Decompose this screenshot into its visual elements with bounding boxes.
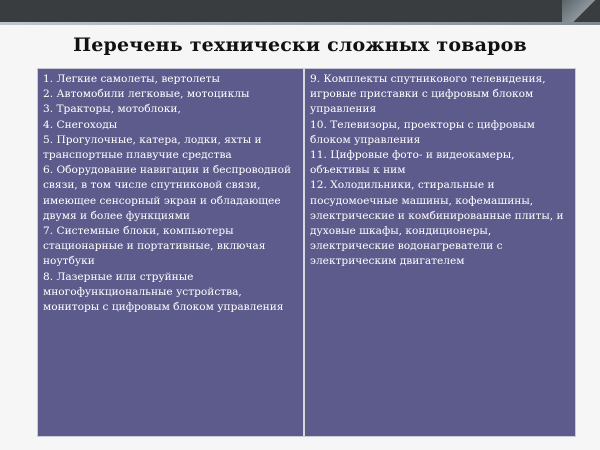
goods-list-panel xyxy=(37,68,576,437)
list-item: 7. Системные блоки, компьютеры стационарные и портативные, включая ноутбуки xyxy=(43,225,266,268)
list-item: 3. Тракторы, мотоблоки, xyxy=(43,103,181,116)
left-column xyxy=(38,69,305,436)
top-decor-bar xyxy=(0,0,600,22)
list-item: 6. Оборудование навигации и беспроводной связи, в том числе спутниковой связи, имеющее сенсорный экран и обладающее двумя и более функциями xyxy=(43,164,292,222)
list-item: 5. Прогулочные, катера, лодки, яхты и транспортные плавучие средства xyxy=(43,133,262,162)
list-item: 1. Легкие самолеты, вертолеты xyxy=(43,73,220,85)
right-column xyxy=(305,69,575,436)
page-title: Перечень технически сложных товаров xyxy=(73,34,527,56)
list-item: 4. Снегоходы xyxy=(43,118,118,131)
list-item: 12. Холодильники, стиральные и посудомоечные машины, кофемашины, электрические и комбинированные плиты, и духовые шкафы, кондиционеры, электрические водонагреватели с электрическим двигателем xyxy=(310,179,564,268)
list-item: 2. Автомобили легковые, мотоциклы xyxy=(43,88,250,101)
list-item: 11. Цифровые фото- и видеокамеры, объективы к ним xyxy=(310,149,515,177)
top-decor-stripe xyxy=(0,22,600,25)
corner-fold-decor xyxy=(562,0,600,22)
list-item: 9. Комплекты спутникового телевидения, игровые приставки с цифровым блоком управления xyxy=(310,73,546,116)
list-item: 8. Лазерные или струйные многофункциональные устройства, мониторы с цифровым блоком управления xyxy=(43,270,284,314)
list-item: 10. Телевизоры, проекторы с цифровым блоком управления xyxy=(310,118,535,146)
